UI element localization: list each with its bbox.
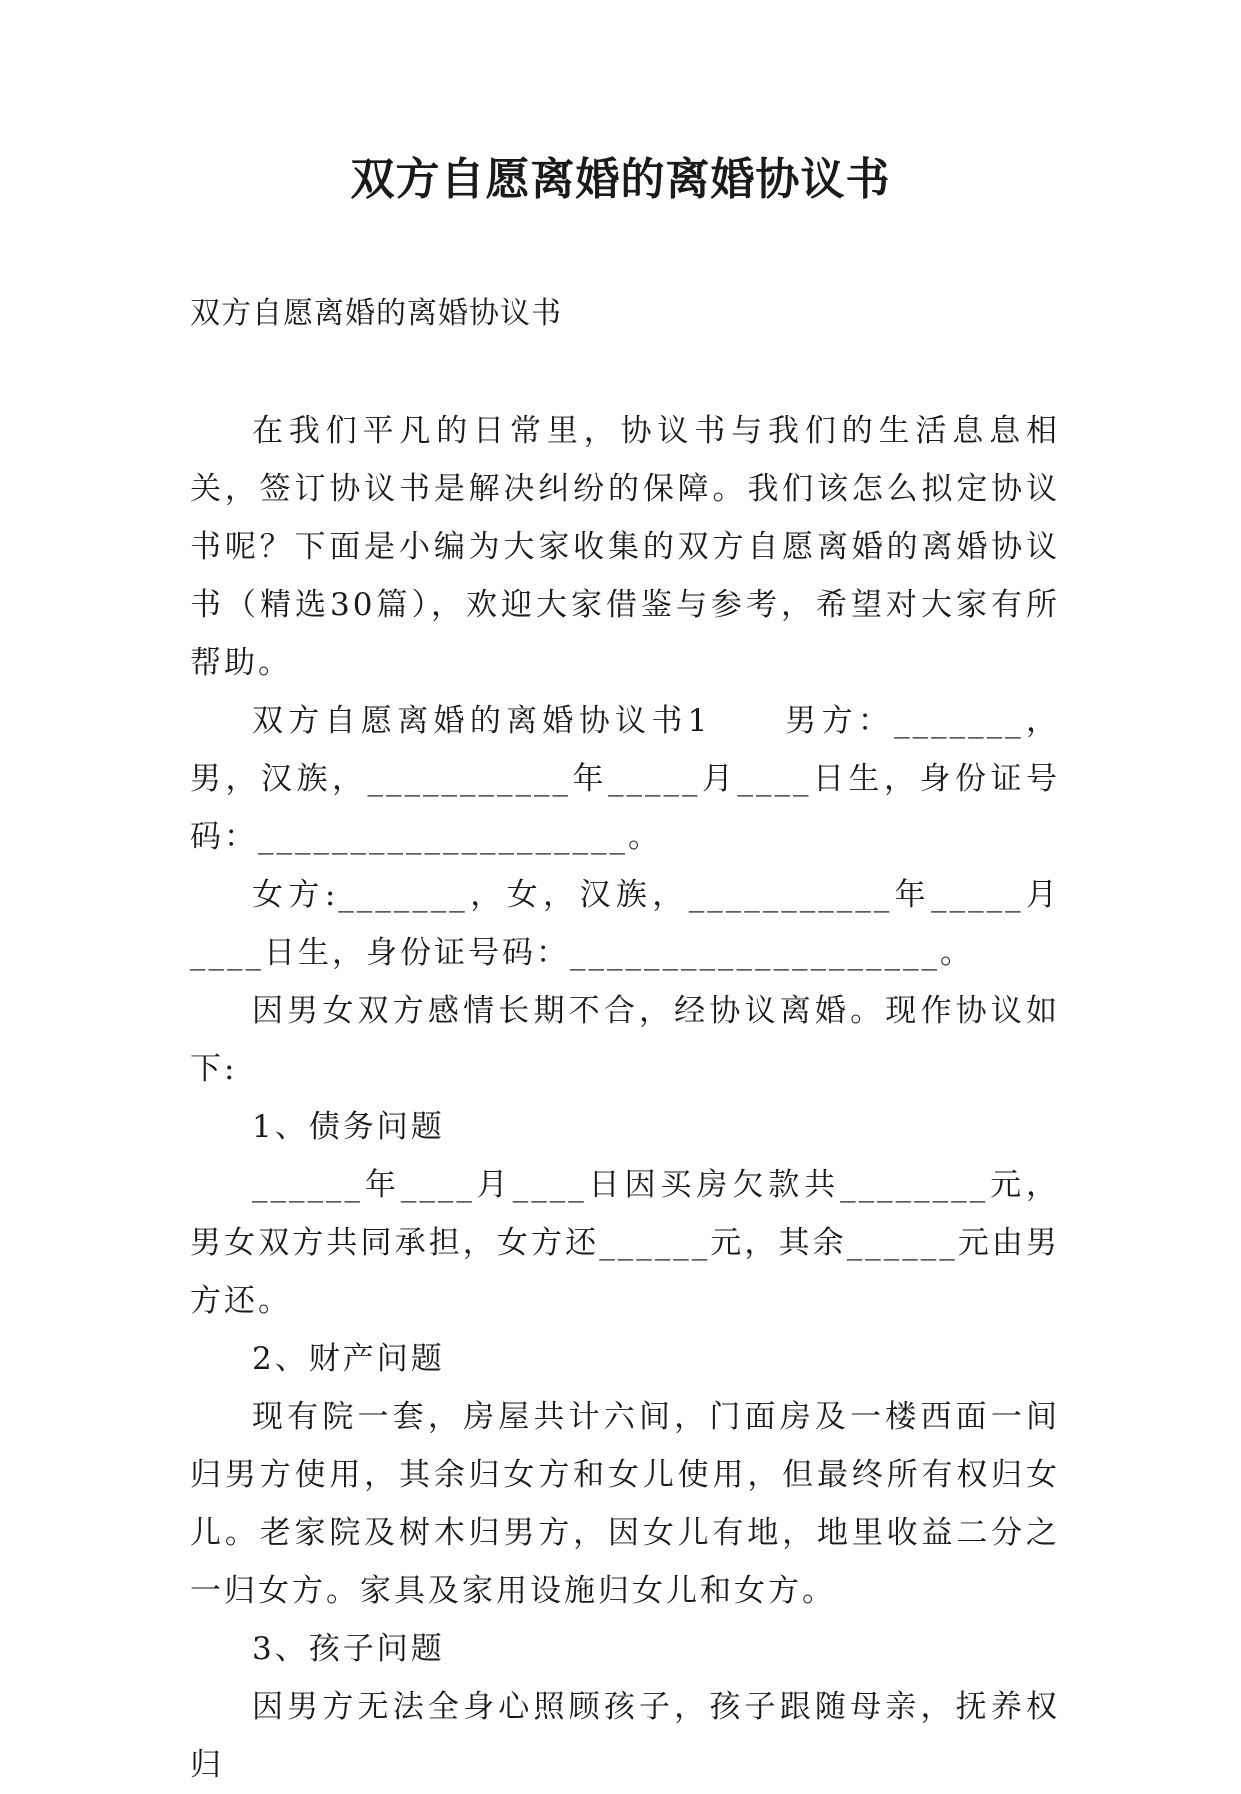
section-heading-children: 3、孩子问题 [252,1631,445,1667]
document-body [190,402,1060,1794]
document-title: 双方自愿离婚的离婚协议书 [350,154,891,205]
section-heading-debt: 1、债务问题 [252,1109,445,1145]
document-subtitle: 双方自愿离婚的离婚协议书 [190,296,562,331]
paragraph-agreement-reason: 因男女双方感情长期不合，经协议离婚。现作协议如下: [190,993,1060,1087]
paragraph-property: 现有院一套，房屋共计六间，门面房及一楼西面一间归男方使用，其余归女方和女儿使用，但最终所有权归女儿。老家院及树木归男方，因女儿有地，地里收益二分之一归女方。家具及家用设施归女儿和女方。 [190,1399,1060,1609]
paragraph-children: 因男方无法全身心照顾孩子，孩子跟随母亲，抚养权归 [190,1689,1060,1783]
paragraph-male-party: 双方自愿离婚的离婚协议书1 男方：_______，男，汉族，___________年_____月____日生，身份证号码：____________________。 [190,703,1060,855]
paragraph-female-party: 女方:_______，女，汉族，___________年_____月____日生，身份证号码：____________________。 [190,877,1060,971]
paragraph-intro: 在我们平凡的日常里，协议书与我们的生活息息相关，签订协议书是解决纠纷的保障。我们该怎么拟定协议书呢？下面是小编为大家收集的双方自愿离婚的离婚协议书（精选30篇），欢迎大家借鉴与参考，希望对大家有所帮助。 [190,413,1060,681]
section-heading-property: 2、财产问题 [252,1341,445,1377]
paragraph-debt: ______年____月____日因买房欠款共________元，男女双方共同承担，女方还______元，其余______元由男方还。 [190,1167,1060,1319]
